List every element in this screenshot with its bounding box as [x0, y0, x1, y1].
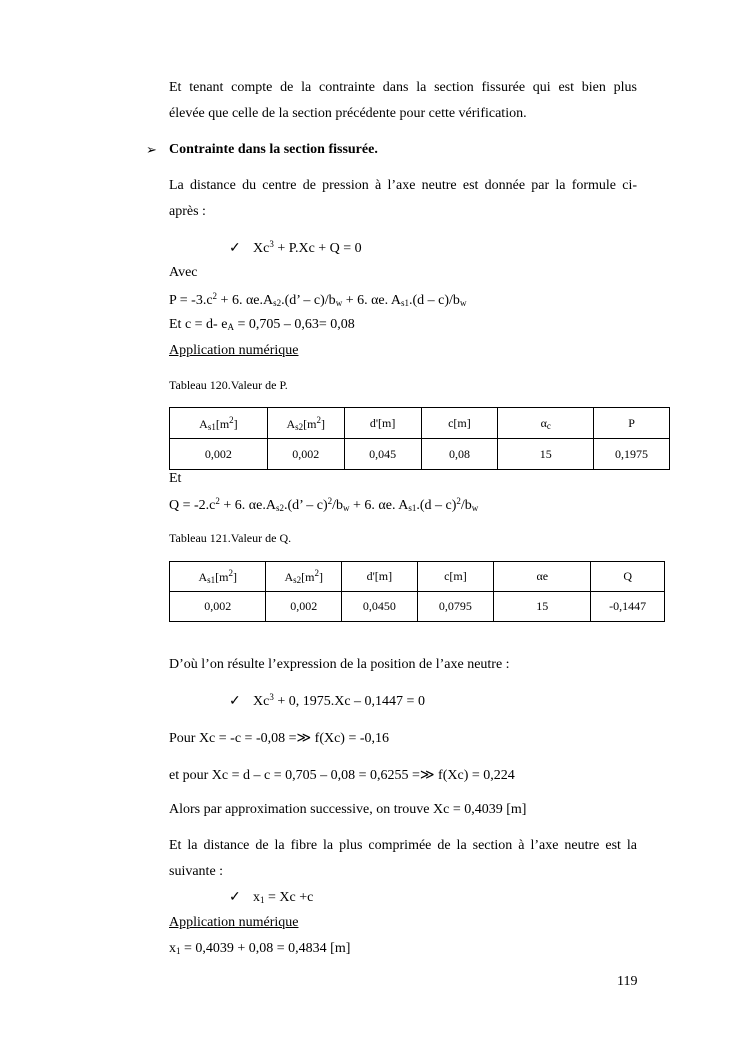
- table-p-header-cell: P: [594, 408, 670, 439]
- table-p-value-cell: 15: [498, 439, 594, 470]
- table-p-header-cell: $A_{s1}[m^2]$: [170, 408, 268, 439]
- intro-line-2: élevée que celle de la section précédente pour cette vérification.: [169, 106, 527, 121]
- table-q-value-cell: 15: [494, 592, 591, 622]
- application-label: Application numérique: [169, 343, 299, 358]
- result-text: D’où l’on résulte l’expression de la position de l’axe neutre :: [169, 657, 510, 672]
- x1-result: $x_1 = 0,4039 + 0,08 = 0,4834$ [m]: [169, 941, 351, 956]
- table-p-value-cell: 0,08: [421, 439, 498, 470]
- check-icon: ✓: [229, 241, 241, 256]
- distance-line-2: après :: [169, 204, 206, 219]
- table-p-caption: Tableau 120.Valeur de P.: [169, 378, 288, 392]
- table-q-header-cell: αe: [494, 562, 591, 592]
- table-q-value-cell: 0,0795: [417, 592, 494, 622]
- pour-line-2: et pour Xc = d – c = 0,705 – 0,08 = 0,6255 =≫ f(Xc) = 0,224: [169, 768, 515, 783]
- application-label-2: Application numérique: [169, 915, 299, 930]
- check-icon: ✓: [229, 694, 241, 709]
- table-q-value-cell: 0,0450: [342, 592, 418, 622]
- table-q-header-cell: $A_{s1}[m^2]$: [170, 562, 266, 592]
- table-q-value-row: [170, 592, 665, 622]
- fibre-line-1: Et la distance de la fibre la plus comprimée de la section à l’axe neutre est la: [169, 838, 637, 853]
- equation-cubic: ✓ $Xc^3 + P.Xc + Q = 0$: [229, 239, 362, 256]
- table-q-caption: Tableau 121.Valeur de Q.: [169, 531, 292, 545]
- fibre-line-2: suivante :: [169, 864, 224, 879]
- table-p-header-cell: c[m]: [421, 408, 498, 439]
- section-bullet-icon: ➢: [146, 142, 157, 157]
- table-p-header-cell: $\alpha_c$: [498, 408, 594, 439]
- table-q-header-row: [170, 562, 665, 592]
- avec-label: Avec: [169, 265, 198, 280]
- equation-x1: ✓ $x_1 = Xc +c$: [229, 890, 314, 905]
- table-p-value-row: [170, 439, 670, 470]
- alors-line: Alors par approximation successive, on trouve Xc = 0,4039 [m]: [169, 802, 527, 817]
- distance-line-1: La distance du centre de pression à l’axe neutre est donnée par la formule ci-: [169, 178, 637, 193]
- table-p-value-cell: 0,045: [344, 439, 421, 470]
- table-q-header-cell: d'[m]: [342, 562, 418, 592]
- table-q-value-cell: 0,002: [266, 592, 342, 622]
- check-icon: ✓: [229, 890, 241, 905]
- c-formula: Et c = d- $e_A = 0,705 - 0,63= 0,08$: [169, 317, 355, 332]
- table-q: [169, 561, 665, 622]
- table-q-value-cell: -0,1447: [591, 592, 665, 622]
- p-formula: $P = -3.c^2 + 6$. $\alpha e.A_{s2}.(d$’ – $c)/b_w + 6$. αe. $A_{s1}.(d - c)/b_w$: [169, 291, 467, 308]
- table-p: [169, 407, 670, 470]
- page-number: 119: [617, 974, 638, 989]
- table-p-value-cell: 0,1975: [594, 439, 670, 470]
- table-p-header-cell: d'[m]: [344, 408, 421, 439]
- pour-line-1: Pour Xc = -c = -0,08 =≫ f(Xc) = -0,16: [169, 731, 390, 746]
- section-title: Contrainte dans la section fissurée.: [169, 142, 378, 157]
- table-q-value-cell: 0,002: [170, 592, 266, 622]
- equation-numeric: ✓ $Xc^3 + 0$, 1975.Xc – 0,1447 = 0: [229, 692, 425, 709]
- q-formula: $Q = -2.c^2 + 6$. $\alpha e.A_{s2}.(d$’ – $c)^2/b_w + 6$. αe. $A_{s1}.(d - c)^2/b_w$: [169, 496, 479, 513]
- table-p-value-cell: 0,002: [170, 439, 268, 470]
- table-q-header-cell: $A_{s2}[m^2]$: [266, 562, 342, 592]
- intro-line-1: Et tenant compte de la contrainte dans la section fissurée qui est bien plus: [169, 80, 637, 95]
- table-q-header-cell: Q: [591, 562, 665, 592]
- et-label: Et: [169, 471, 182, 486]
- table-p-value-cell: 0,002: [267, 439, 344, 470]
- table-q-header-cell: c[m]: [417, 562, 494, 592]
- table-p-header-cell: $A_{s2}[m^2]$: [267, 408, 344, 439]
- table-p-header-row: [170, 408, 670, 439]
